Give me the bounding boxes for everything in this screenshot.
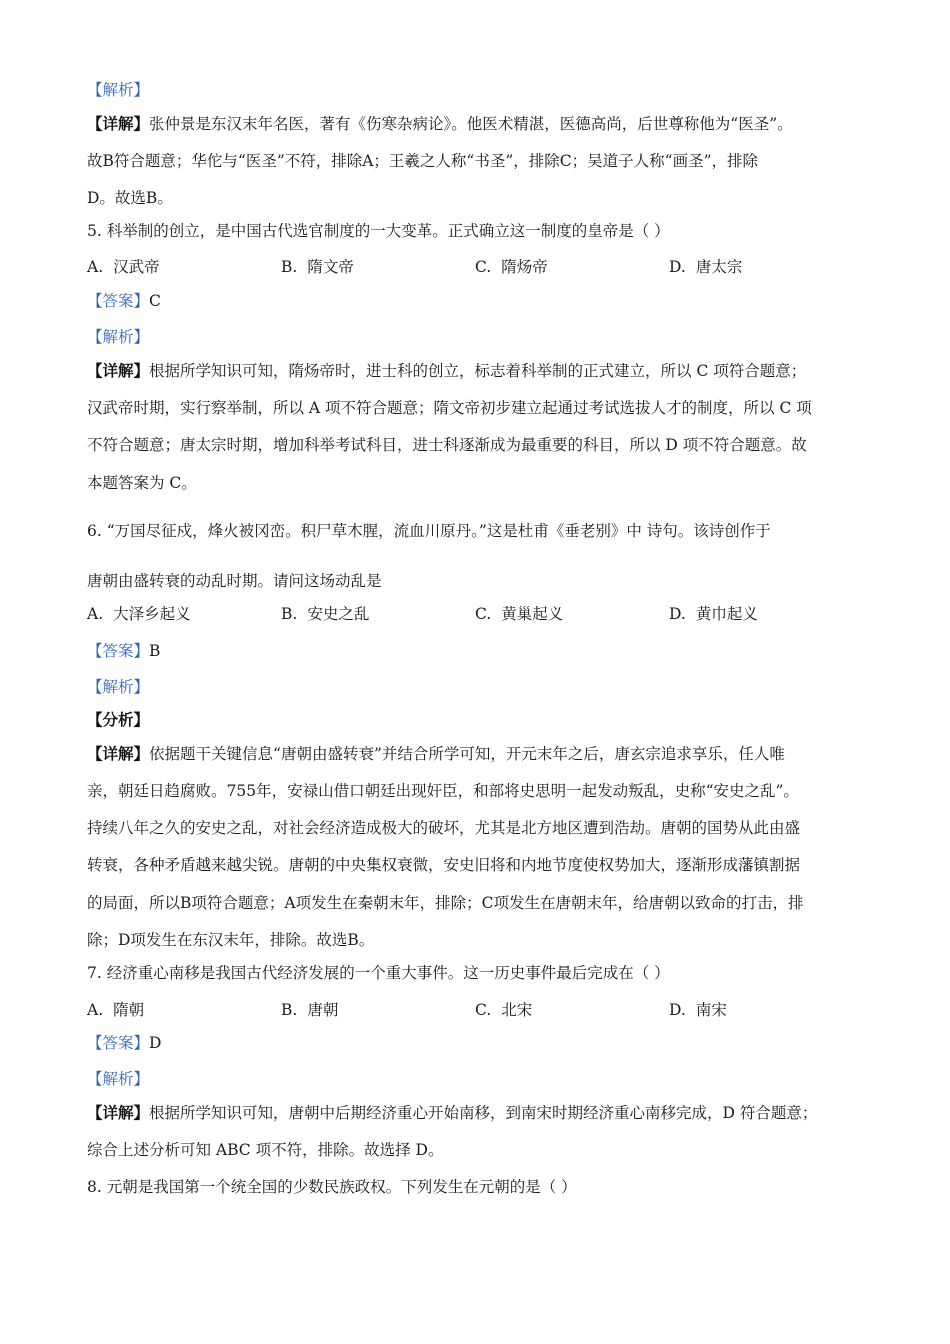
q6-detail-line-6: 除；D项发生在东汉末年，排除。故选B。 [87, 931, 375, 949]
q5-analysis-tag: 【解析】 [87, 328, 150, 346]
q7-option-d: D. 南宋 [669, 1001, 727, 1019]
q6-detail-line-2: 亲，朝廷日趋腐败。755年，安禄山借口朝廷出现奸臣，和部将史思明一起发动叛乱，史称“安史之乱”。 [87, 782, 799, 800]
q5-detail-line-2: 汉武帝时期，实行察举制，所以 A 项不符合题意；隋文帝初步建立起通过考试选拔人才的制度，所以 C 项 [87, 399, 812, 417]
q6-option-c: C. 黄巢起义 [475, 605, 564, 623]
q5-option-d: D. 唐太宗 [669, 258, 743, 276]
q5-stem: 5. 科举制的创立，是中国古代选官制度的一大变革。正式确立这一制度的皇帝是（ ） [87, 222, 670, 240]
q5-detail-line-1: 【详解】根据所学知识可知，隋炀帝时，进士科的创立，标志着科举制的正式建立，所以 C 项符合题意； [87, 361, 807, 380]
q6-fenxi-tag: 【分析】 [87, 710, 150, 729]
q6-detail-line-3: 持续八年之久的安史之乱，对社会经济造成极大的破坏，尤其是北方地区遭到浩劫。唐朝的国势从此由盛 [87, 819, 801, 837]
q5-detail-line-3: 不符合题意；唐太宗时期，增加科举考试科目，进士科逐渐成为最重要的科目，所以 D 项不符合题意。故 [87, 436, 807, 454]
q6-stem-line-1: 6. “万国尽征戍，烽火被冈峦。积尸草木腥，流血川原丹。”这是杜甫《垂老别》中 诗句。该诗创作于 [87, 522, 771, 540]
q4-analysis-tag: 【解析】 [87, 81, 150, 99]
q6-analysis-tag: 【解析】 [87, 678, 150, 696]
q4-detail-tag: 【详解】 [87, 114, 150, 133]
q5-option-a: A. 汉武帝 [87, 258, 160, 276]
q4-detail-line-2: 故B符合题意；华佗与“医圣”不符，排除A；王羲之人称“书圣”，排除C；吴道子人称“画圣”，排除 [87, 152, 758, 170]
q6-detail-line-4: 转衰，各种矛盾越来越尖锐。唐朝的中央集权衰微，安史旧将和内地节度使权势加大，逐渐形成藩镇割据 [87, 856, 801, 874]
q6-detail-line-1: 【详解】依据题干关键信息“唐朝由盛转衰”并结合所学可知，开元末年之后，唐玄宗追求享乐，任人唯 [87, 744, 785, 763]
q4-detail-line-1: 【详解】张仲景是东汉末年名医，著有《伤寒杂病论》。他医术精湛，医德高尚，后世尊称他为“医圣”。 [87, 114, 793, 133]
q5-option-b: B. 隋文帝 [281, 258, 354, 276]
q6-stem-line-2: 唐朝由盛转衰的动乱时期。请问这场动乱是 [87, 572, 382, 590]
q7-stem: 7. 经济重心南移是我国古代经济发展的一个重大事件。这一历史事件最后完成在（ ） [87, 964, 670, 982]
q7-option-a: A. 隋朝 [87, 1001, 145, 1019]
q6-answer: 【答案】B [87, 642, 161, 660]
q7-analysis-tag: 【解析】 [87, 1070, 150, 1088]
q6-option-b: B. 安史之乱 [281, 605, 370, 623]
q7-option-b: B. 唐朝 [281, 1001, 339, 1019]
q7-option-c: C. 北宋 [475, 1001, 533, 1019]
q7-answer: 【答案】D [87, 1034, 162, 1052]
q6-option-d: D. 黄巾起义 [669, 605, 758, 623]
q5-answer: 【答案】C [87, 292, 161, 310]
q8-stem: 8. 元朝是我国第一个统全国的少数民族政权。下列发生在元朝的是（ ） [87, 1178, 577, 1196]
q6-option-a: A. 大泽乡起义 [87, 605, 191, 623]
q5-option-c: C. 隋炀帝 [475, 258, 548, 276]
q7-detail-line-2: 综合上述分析可知 ABC 项不符，排除。故选择 D。 [87, 1141, 444, 1159]
q7-detail-line-1: 【详解】根据所学知识可知，唐朝中后期经济重心开始南移，到南宋时期经济重心南移完成，D 符合题意； [87, 1103, 818, 1122]
q5-detail-line-4: 本题答案为 C。 [87, 474, 197, 492]
q6-detail-line-5: 的局面，所以B项符合题意；A项发生在秦朝末年，排除；C项发生在唐朝末年，给唐朝以致命的打击，排 [87, 894, 804, 912]
q4-detail-line-3: D。故选B。 [87, 189, 173, 207]
